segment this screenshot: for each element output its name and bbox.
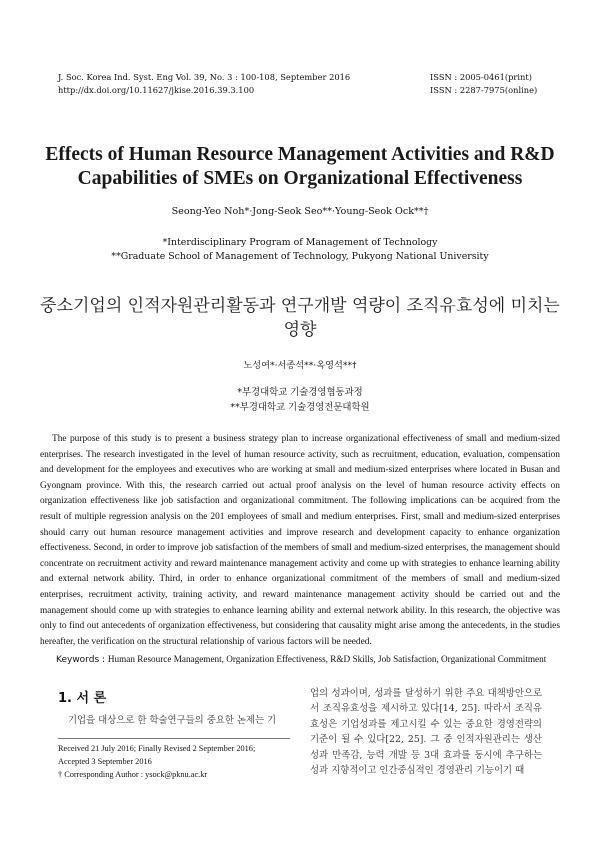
authors-korean: 노성여*·서종석**·옥영석**†: [243, 360, 357, 371]
footnote-accepted: Accepted 3 September 2016: [58, 757, 152, 766]
affiliation-english-2: **Graduate School of Management of Technology, Pukyong National University: [111, 251, 489, 262]
intro-left-column-text: 기업을 대상으로 한 학술연구들의 중요한 논제는 기: [68, 715, 277, 726]
keywords-line: [56, 654, 546, 665]
title-korean: 중소기업의 인적자원관리활동과 연구개발 역량이 조직유효성에 미치는 영향: [40, 296, 560, 340]
issn-online: ISSN : 2287-7975(online): [430, 85, 538, 95]
footnote-corresponding-author: † Corresponding Author : ysock@pknu.ac.kr: [58, 770, 208, 779]
keywords-text: Human Resource Management, Organization Effectiveness, R&D Skills, Job Satisfaction, Organizational Commitment: [107, 654, 547, 664]
affiliation-korean-2: **부경대학교 기술경영전문대학원: [230, 402, 370, 413]
affiliation-english-1: *Interdisciplinary Program of Management of Technology: [162, 237, 438, 248]
title-english: Effects of Human Resource Management Activities and R&D Capabilities of SMEs on Organizational Effectiveness: [45, 144, 555, 189]
authors-english: Seong-Yeo Noh*·Jong-Seok Seo**·Young-Seok Ock**†: [171, 206, 429, 217]
footnotes: [58, 742, 255, 781]
doi-link[interactable]: http://dx.doi.org/10.11627/jkise.2016.39.3.100: [58, 85, 255, 95]
section-title-introduction: 1. 서 론: [58, 691, 107, 706]
journal-citation: J. Soc. Korea Ind. Syst. Eng Vol. 39, No. 3 : 100-108, September 2016: [58, 72, 351, 82]
affiliation-korean-1: *부경대학교 기술경영협동과정: [237, 387, 363, 398]
abstract: The purpose of this study is to present a business strategy plan to increase organizational effectiveness of small and medium-sized enterprises. The research investigated in the level of human resource activity, such as recruitment, education, evaluation, compensation and development for the employees and executives who are working at small and medium-sized enterprises where located in Busan and Gyongnam province. With this, the research carried out actual proof analysis on the level of human resource activity effects on organization effectiveness like job satisfaction and organizational commitment. The following implications can be acquired from the result of multiple regression analysis on the 201 employees of small and medium enterprises. First, small and medium-sized enterprises should carry out human resource management activities and improve research and development capacity to enhance organization effectiveness. Second, in order to improve job satisfaction of the members of small and medium-sized enterprises, the management should concentrate on recruitment activity and reward maintenance management activity and come up with strategies to enhance learning ability and external network ability. Third, in order to enhance organizational commitment of the members of small and medium-sized enterprises, recruitment activity, training activity, and reward maintenance management activity should be carried out and the management should come up with strategies to enhance learning ability and external network ability. In this research, the objective was only to find out antecedents of organization effectiveness, but considering that causality might arise among the antecedents, in the studies hereafter, the verification on the structural relationship of various factors will be needed.: [40, 434, 560, 647]
keywords-label: Keywords :: [56, 655, 108, 665]
footnote-received: Received 21 July 2016; Finally Revised 2 September 2016;: [58, 744, 256, 753]
issn-print: ISSN : 2005-0461(print): [430, 72, 532, 82]
footnote-divider: [58, 738, 290, 739]
intro-right-column-text: 업의 성과이며, 성과를 달성하기 위한 주요 대책방안으로서 조직유효성을 제시하고 있다[14, 25]. 따라서 조직유효성은 기업성과를 제고시킬 수 있는 중요한 경영전략의 기준이 될 수 있다[22, 25]. 그 중 인적자원관리는 생산성과 만족감, 능력 개발 등 3대 효과를 동시에 추구하는 성과 지향적이고 인간중심적인 경영관리 기능이기 때: [310, 688, 542, 777]
